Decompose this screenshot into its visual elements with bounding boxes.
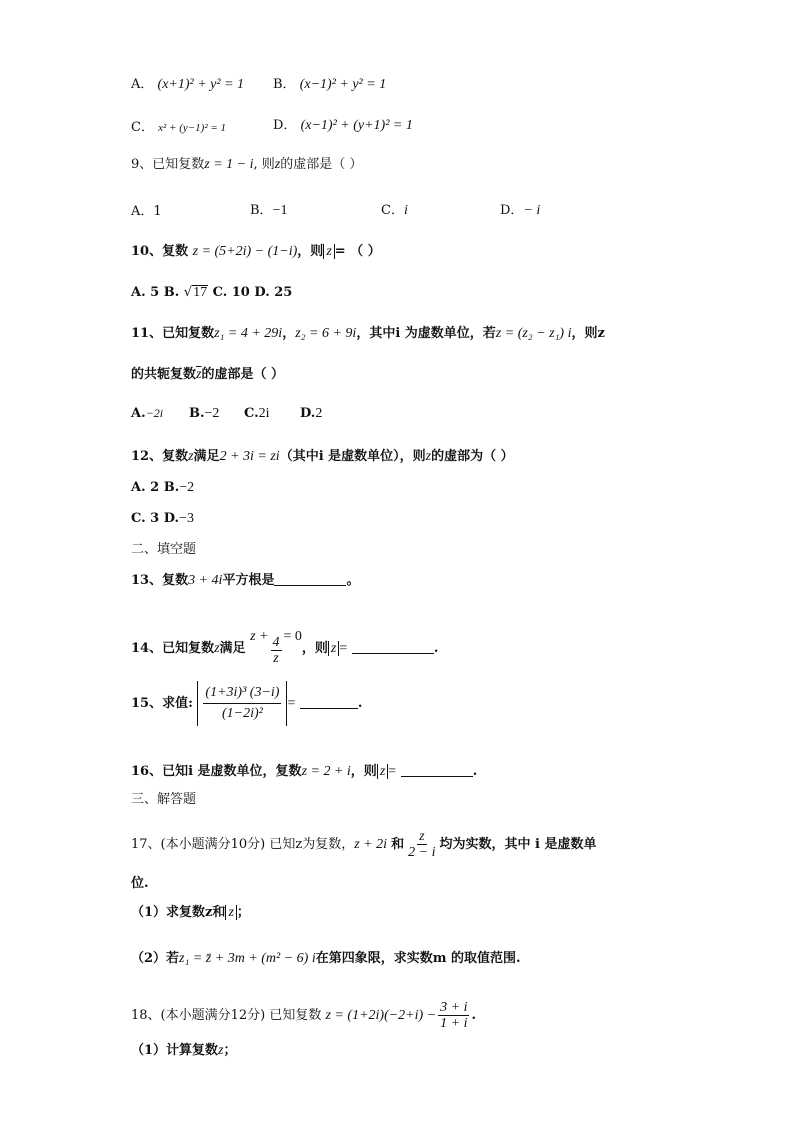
q11-option-d bbox=[300, 406, 322, 422]
q14-fraction bbox=[271, 635, 282, 666]
q11-stem bbox=[131, 326, 605, 342]
q16-stem bbox=[131, 764, 477, 780]
q9-option-b-label: B． bbox=[250, 203, 273, 218]
q18-expr: z = (1+2i)(−2+i) − bbox=[325, 1008, 437, 1023]
q12-options-ab bbox=[131, 480, 194, 496]
q15-text-a: 15、求值: bbox=[131, 696, 193, 711]
q12-var-2: z bbox=[425, 449, 432, 464]
q10-abs: z bbox=[323, 244, 334, 259]
q12-var: z bbox=[188, 449, 194, 464]
q13-answer-blank[interactable] bbox=[274, 573, 346, 586]
q12-text-a: 12、复数 bbox=[131, 449, 189, 464]
q14-answer-blank[interactable] bbox=[352, 641, 434, 654]
q8-option-a-expr: (x+1)² + y² = 1 bbox=[157, 77, 245, 92]
q10-text-c: = （ ） bbox=[334, 244, 381, 259]
q11-option-d-label: D. bbox=[300, 406, 316, 421]
q14-text-a: 14、已知复数 bbox=[131, 641, 215, 656]
q11-option-c bbox=[244, 406, 270, 422]
q12-text-d: 的虚部为（ ） bbox=[431, 449, 514, 464]
q14-text-b: 满足 bbox=[219, 641, 246, 656]
q14-rhs: = 0 bbox=[283, 629, 302, 644]
q10-sqrt-value: 17 bbox=[193, 285, 208, 300]
q12-opt-cd: C. 3 D. bbox=[131, 511, 180, 526]
q11-option-c-expr: 2i bbox=[258, 406, 270, 421]
q8-option-c-expr: x² + (y−1)² = 1 bbox=[158, 122, 227, 134]
q9-text-a: 9、已知复数 bbox=[131, 157, 205, 172]
q14-stem bbox=[131, 620, 438, 666]
q17-fraction bbox=[406, 829, 437, 860]
q9-option-b-expr: −1 bbox=[272, 203, 288, 218]
q9-option-d-expr: − i bbox=[523, 203, 541, 218]
q8-option-d-expr: (x−1)² + (y+1)² = 1 bbox=[300, 118, 413, 133]
q16-text-a: 16、已知i 是虚数单位，复数 bbox=[131, 764, 302, 779]
q11-option-b bbox=[189, 406, 219, 422]
q11-text-c: ，则z bbox=[571, 326, 605, 341]
q12-text-c: （其中i 是虚数单位），则 bbox=[279, 449, 426, 464]
q18-part1 bbox=[131, 1043, 237, 1059]
q15-den: (1−2i)² bbox=[222, 706, 263, 721]
q10-options: A. 5 B. √17 C. 10 D. 25 bbox=[131, 285, 293, 300]
q11-option-a-expr: −2i bbox=[145, 406, 164, 420]
q18-den: 1 + i bbox=[440, 1016, 468, 1031]
q15-end: . bbox=[357, 696, 363, 711]
q9-option-d-label: D． bbox=[500, 203, 524, 218]
q17-line2: 位. bbox=[131, 876, 149, 891]
q18-stem bbox=[131, 998, 476, 1034]
q11-line2: 的共轭复数 bbox=[131, 367, 197, 382]
section-answer-heading: 三、解答题 bbox=[131, 792, 197, 807]
q11-text-b: ，其中i 为虚数单位，若 bbox=[356, 326, 496, 341]
q9-stem bbox=[131, 157, 362, 173]
q12-opt-d-expr: −3 bbox=[179, 511, 194, 526]
q11-option-b-label: B. bbox=[189, 406, 205, 421]
q15-fraction bbox=[203, 683, 281, 724]
section-fill-in-heading: 二、填空题 bbox=[131, 542, 197, 557]
q17-p2-a: （2）若 bbox=[131, 951, 180, 966]
q11-z2: z₂ = 6 + 9i bbox=[295, 326, 357, 341]
q18-p1-a: （1）计算复数 bbox=[131, 1043, 219, 1058]
q12-opt-b-expr: −2 bbox=[179, 480, 195, 495]
q18-p1-b: ； bbox=[223, 1043, 237, 1058]
q9-text-b: , 则 bbox=[253, 157, 275, 172]
q8-option-c bbox=[131, 116, 226, 135]
q17-p1-a: （1）求复数z和 bbox=[131, 905, 226, 920]
q18-num: 3 + i bbox=[440, 1000, 468, 1015]
q13-expr: 3 + 4i bbox=[188, 573, 223, 588]
q11-text-a: 11、已知复数 bbox=[131, 326, 215, 341]
q11-option-d-expr: 2 bbox=[315, 406, 323, 421]
q9-option-c-label: C． bbox=[381, 203, 404, 218]
q12-stem bbox=[131, 449, 514, 465]
q9-expr: z = 1 − i bbox=[204, 157, 254, 172]
q8-option-d-label: D． bbox=[273, 118, 297, 133]
q10-options-cd: C. 10 D. 25 bbox=[212, 285, 293, 300]
q8-option-a-label: A． bbox=[131, 77, 154, 92]
q14-text-c: ，则 bbox=[301, 641, 328, 656]
q10-expr: z = (5+2i) − (1−i) bbox=[192, 244, 298, 259]
q17-num: z bbox=[419, 829, 425, 844]
q17-text-a: 17、(本小题满分10分) 已知z为复数， bbox=[131, 837, 355, 852]
q10-text-b: ，则 bbox=[297, 244, 324, 259]
q12-text-b: 满足 bbox=[193, 449, 220, 464]
q18-p1-var: z bbox=[218, 1043, 224, 1058]
q11-option-c-label: C. bbox=[244, 406, 259, 421]
q8-option-b-expr: (x−1)² + y² = 1 bbox=[299, 77, 387, 92]
q18-fraction bbox=[438, 1000, 469, 1031]
q14-var: z bbox=[214, 641, 220, 656]
q11-option-a bbox=[131, 406, 163, 421]
q10-stem bbox=[131, 244, 381, 260]
q17-part1 bbox=[131, 905, 250, 921]
q11-z1: z₁ = 4 + 29i bbox=[214, 326, 283, 341]
q9-option-a bbox=[131, 200, 162, 219]
q11-option-a-label: A. bbox=[131, 406, 146, 421]
q15-num: (1+3i)³ (3−i) bbox=[203, 683, 281, 704]
q8-option-d bbox=[273, 114, 413, 134]
q17-p2-expr: z₁ = z̄ + 3m + (m² − 6) i bbox=[179, 951, 316, 966]
q15-eq: = bbox=[287, 696, 296, 711]
q17-text-c: 均为实数，其中 i 是虚数单 bbox=[439, 837, 597, 852]
q13-text-c: 。 bbox=[346, 573, 360, 588]
q10-text-a: 10、复数 bbox=[131, 244, 189, 259]
q13-text-b: 平方根是 bbox=[222, 573, 275, 588]
q16-text-b: ，则 bbox=[350, 764, 377, 779]
q14-den: z bbox=[273, 651, 279, 666]
q8-option-a bbox=[131, 73, 244, 93]
q9-text-c: 的虚部是（ ） bbox=[280, 157, 363, 172]
q15-answer-blank[interactable] bbox=[300, 696, 358, 709]
q18-end: . bbox=[471, 1008, 477, 1023]
q9-option-a-label: A．1 bbox=[131, 204, 162, 219]
q14-eq: = bbox=[339, 641, 348, 656]
q16-eq: = bbox=[388, 764, 397, 779]
q17-p1-abs: z bbox=[225, 905, 236, 920]
q17-text-b: 和 bbox=[391, 837, 405, 852]
q8-option-b bbox=[273, 73, 386, 93]
q15-abs bbox=[197, 681, 287, 726]
q14-end: . bbox=[433, 641, 439, 656]
q17-den: 2 − i bbox=[408, 845, 436, 860]
q18-text-a: 18、(本小题满分12分) 已知复数 bbox=[131, 1008, 322, 1023]
q14-abs: z bbox=[328, 641, 339, 656]
q11-comma: ， bbox=[282, 326, 296, 341]
q14-num: 4 bbox=[272, 635, 280, 650]
q16-answer-blank[interactable] bbox=[401, 764, 473, 777]
q11-expr: z = (z₂ − z₁) i bbox=[495, 326, 572, 341]
q11-conj: $\overline{z}$ bbox=[196, 367, 202, 382]
q13-stem bbox=[131, 573, 359, 589]
q15-stem bbox=[131, 678, 362, 734]
q12-expr: 2 + 3i = zi bbox=[219, 449, 280, 464]
q17-expr1: z + 2i bbox=[354, 837, 388, 852]
q11-stem-line2 bbox=[131, 367, 284, 383]
q12-options-cd bbox=[131, 511, 194, 527]
q16-abs: z bbox=[377, 764, 388, 779]
q17-p1-b: ； bbox=[236, 905, 250, 920]
q10-options-ab: A. 5 B. bbox=[131, 285, 180, 300]
q9-option-c-expr: i bbox=[403, 203, 408, 218]
q17-stem bbox=[131, 826, 597, 864]
q9-option-b bbox=[250, 199, 287, 219]
q8-option-b-label: B． bbox=[273, 77, 296, 92]
q9-option-c bbox=[381, 199, 408, 219]
q11-option-b-expr: −2 bbox=[204, 406, 220, 421]
q8-option-c-label: C． bbox=[131, 120, 154, 135]
q9-option-d bbox=[500, 199, 540, 219]
q17-p2-b: 在第四象限，求实数m 的取值范围. bbox=[315, 951, 521, 966]
q16-end: . bbox=[472, 764, 478, 779]
q14-lhs: z + bbox=[250, 629, 269, 644]
q13-text-a: 13、复数 bbox=[131, 573, 189, 588]
q17-part2 bbox=[131, 951, 521, 967]
q11-line2b: 的虚部是（ ） bbox=[201, 367, 284, 382]
q12-opt-ab: A. 2 B. bbox=[131, 480, 180, 495]
q16-expr: z = 2 + i bbox=[301, 764, 351, 779]
q9-var: z bbox=[274, 157, 281, 172]
